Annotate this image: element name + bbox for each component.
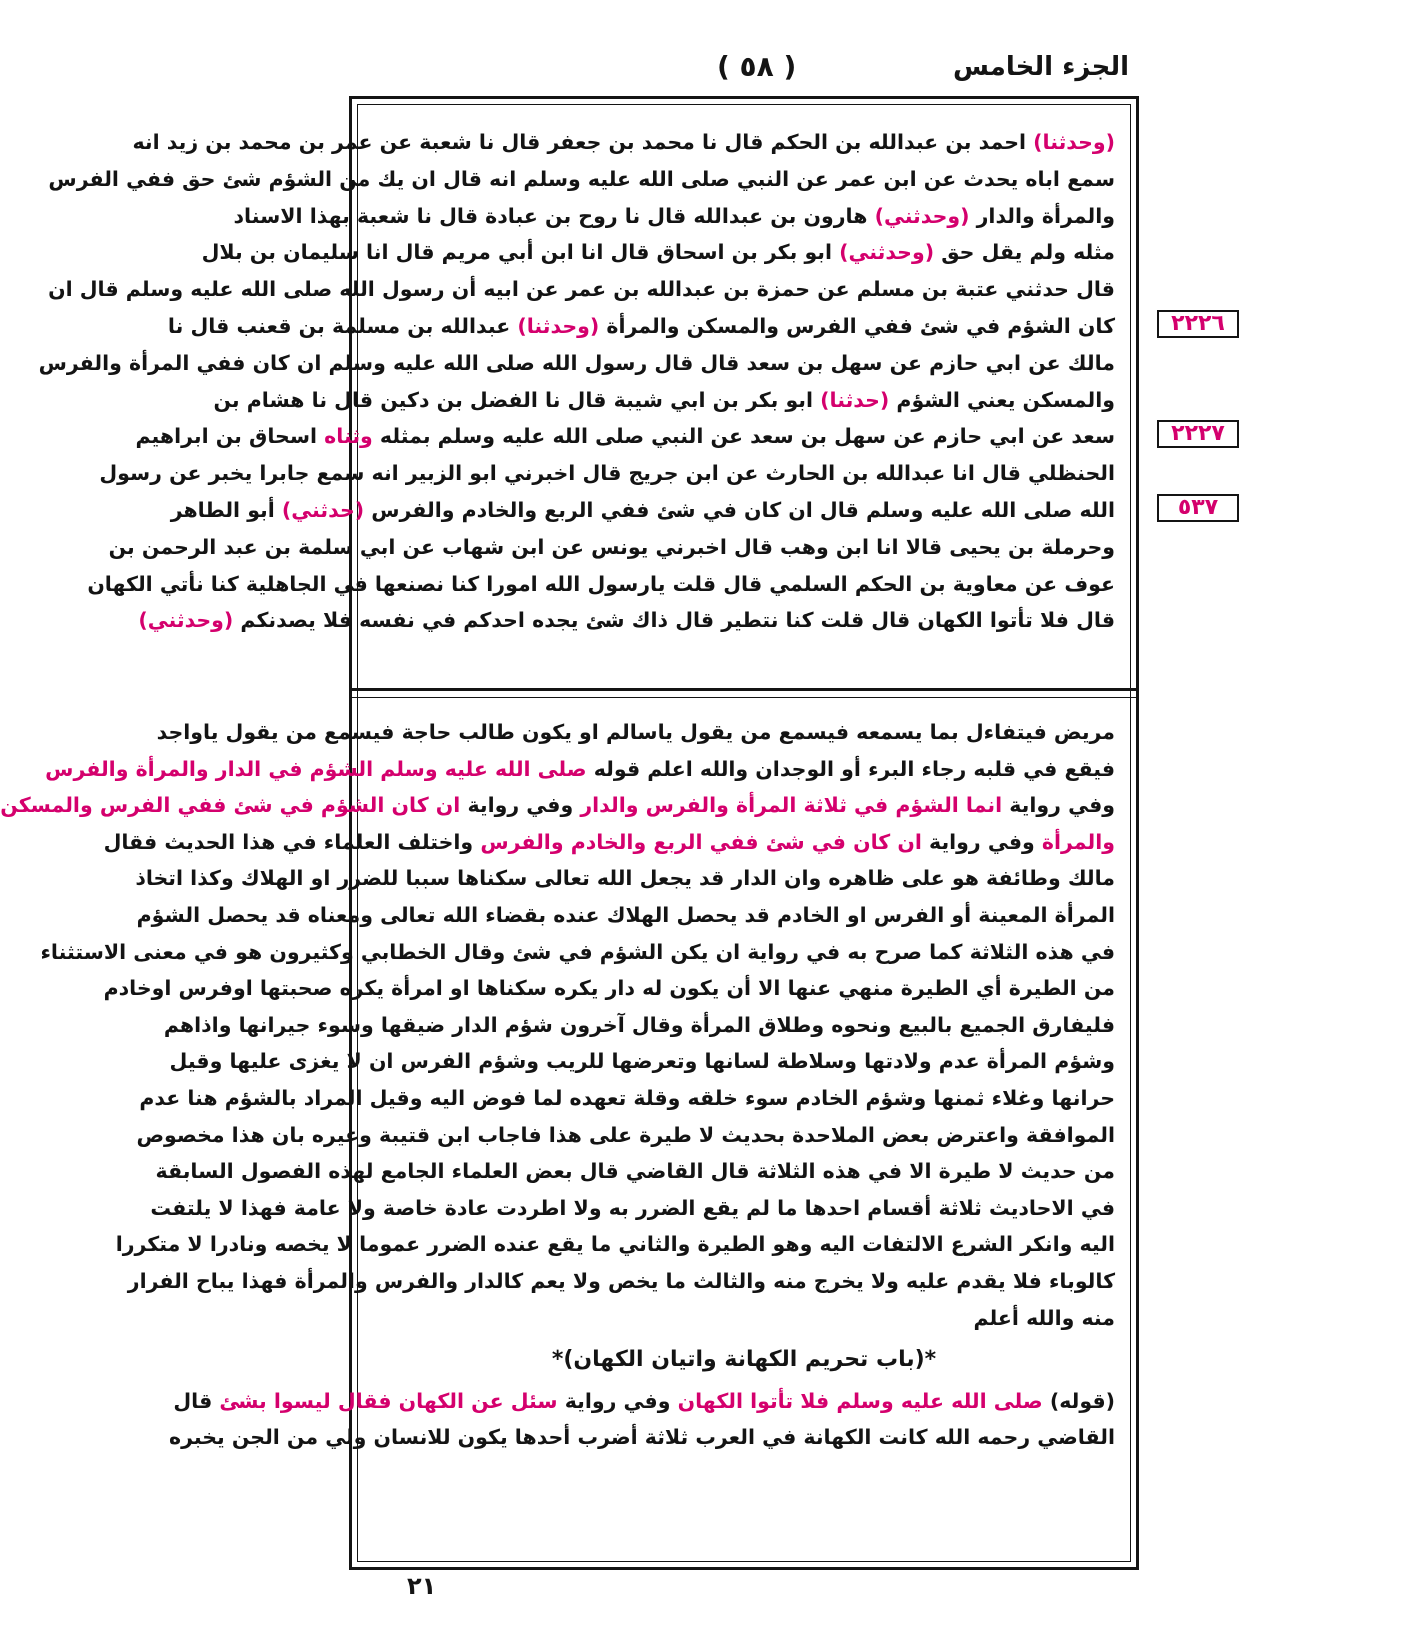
text-run: كالوباء فلا يقدم عليه ولا يخرج منه والثالث ما يخص ولا يعم كالدار والفرس والمرأة فهذا يباح الفرار xyxy=(127,1268,1115,1293)
text-run: وحرملة بن يحيى قالا انا ابن وهب قال اخبرني يونس عن ابن شهاب عن ابي سلمة بن عبد الرحمن بن xyxy=(108,534,1115,559)
text-run: من الطيرة أي الطيرة منهي عنها الا أن يكون له دار يكره سكناها او امرأة يكره صحبتها اوفرس اوخادم xyxy=(103,976,1115,1001)
text-run: قال حدثني عتبة بن مسلم عن حمزة بن عبدالله بن عمر عن ابيه أن رسول الله صلى الله عليه وسلم قال ان xyxy=(48,277,1115,302)
highlighted-phrase: سئل عن الكهان فقال ليسوا بشئ xyxy=(219,1388,558,1413)
highlighted-phrase: (وحدثنا) xyxy=(1026,130,1115,154)
highlighted-phrase: وثناه xyxy=(324,424,373,449)
text-run: قال xyxy=(173,1388,220,1413)
text-line xyxy=(135,418,1115,455)
text-line xyxy=(213,382,1115,419)
text-run: احمد بن عبدالله بن الحكم قال نا محمد بن جعفر قال نا شعبة عن عمر بن محمد بن زيد انه xyxy=(132,130,1026,154)
text-line xyxy=(155,1153,1115,1190)
text-line xyxy=(127,1263,1115,1300)
text-line xyxy=(0,787,1115,824)
text-line xyxy=(99,455,1115,492)
highlighted-phrase: ان كان في شئ ففي الربع والخادم والفرس xyxy=(480,829,922,854)
text-run: في الاحاديث ثلاثة أقسام احدها ما لم يقع الضرر به ولا اطردت عادة خاصة ولا عامة فهذا لا يلتفت xyxy=(150,1195,1115,1220)
text-run: مريض فيتفاءل بما يسمعه فيسمع من يقول ياسالم او يكون طالب حاجة فيسمع من يقول ياواجد xyxy=(156,720,1115,744)
text-run: من حديث لا طيرة الا في هذه الثلاثة قال القاضي قال بعض العلماء الجامع لهذه الفصول السابقة xyxy=(155,1159,1115,1184)
text-line xyxy=(167,308,1115,345)
text-line xyxy=(45,751,1115,788)
chapter-title: *(باب تحريم الكهانة واتيان الكهان)* xyxy=(551,1347,937,1373)
text-run: سمع اباه يحدث عن ابن عمر عن النبي صلى الله عليه وسلم انه قال ان يك من الشؤم شئ حق ففي الفرس xyxy=(48,166,1115,191)
text-run: مثله ولم يقل حق xyxy=(934,240,1115,265)
page-header-volume: الجزء الخامس xyxy=(953,52,1129,82)
text-line xyxy=(136,897,1115,934)
text-run: وفي رواية xyxy=(460,793,581,818)
highlighted-phrase: (وحدثني) xyxy=(138,608,234,633)
text-run: مالك وطائفة هو على ظاهره وان الدار قد يجعل الله تعالى سكناها سببا للضرر او الهلاك وكذا اتخاذ xyxy=(135,866,1115,891)
highlighted-phrase: ان كان الشؤم في شئ ففي الفرس والمسكن xyxy=(0,793,461,818)
text-run: وشؤم المرأة عدم ولادتها وسلاطة لسانها وتعرضها للريب وشؤم الفرس ان لا يغزى عليها وقيل xyxy=(169,1049,1115,1074)
text-run: والمسكن يعني الشؤم xyxy=(889,387,1115,412)
text-run: اسحاق بن ابراهيم xyxy=(135,424,325,449)
text-line xyxy=(87,566,1115,603)
text-line xyxy=(103,824,1115,861)
text-run: حرانها وغلاء ثمنها وشؤم الخادم سوء خلقه وقلة تعهده لما فوض اليه وقيل المراد بالشؤم هنا عدم xyxy=(139,1085,1115,1110)
text-line xyxy=(150,1190,1115,1227)
text-run: كان الشؤم في شئ ففي الفرس والمسكن والمرأة xyxy=(599,313,1115,338)
text-run: هارون بن عبدالله قال نا روح بن عبادة قال نا شعبة بهذا الاسناد xyxy=(233,203,875,228)
margin-hadith-number: ٢٢٢٧ xyxy=(1157,420,1239,448)
highlighted-phrase: صلى الله عليه وسلم الشؤم في الدار والمرأة والفرس xyxy=(45,756,587,781)
text-line xyxy=(169,1419,1115,1456)
text-line xyxy=(139,1080,1115,1117)
text-line xyxy=(233,198,1115,235)
highlighted-phrase: (وحدثني) xyxy=(874,203,970,228)
signature-mark: ٢١ xyxy=(407,1572,437,1600)
text-run: أبو الطاهر xyxy=(170,497,282,522)
text-line xyxy=(170,492,1115,529)
text-line xyxy=(38,345,1115,382)
highlighted-phrase: صلى الله عليه وسلم فلا تأتوا الكهان xyxy=(677,1388,1043,1413)
text-run: واختلف العلماء في هذا الحديث فقال xyxy=(103,829,481,854)
text-run: والمرأة والدار xyxy=(969,203,1115,228)
text-run: مالك عن ابي حازم عن سهل بن سعد قال قال رسول الله صلى الله عليه وسلم ان كان ففي المرأة والفرس xyxy=(38,350,1115,375)
margin-hadith-number: ٥٣٧ xyxy=(1157,494,1239,522)
highlighted-phrase: (حدثني) xyxy=(281,497,365,522)
text-run: فيقع في قلبه رجاء البرء أو الوجدان والله اعلم قوله xyxy=(586,756,1115,781)
text-line xyxy=(163,1007,1115,1044)
text-run: القاضي رحمه الله كانت الكهانة في العرب ثلاثة أضرب أحدها يكون للانسان ولي من الجن يخبره xyxy=(169,1425,1115,1450)
text-line xyxy=(173,1383,1115,1420)
page-number: ( ٥٨ ) xyxy=(717,50,797,83)
hadith-text xyxy=(38,124,1115,680)
text-line xyxy=(132,124,1115,161)
text-run: وفي رواية xyxy=(557,1388,678,1413)
highlighted-phrase: (وحدثني) xyxy=(839,240,935,265)
text-line xyxy=(48,161,1115,198)
margin-hadith-number: ٢٢٢٦ xyxy=(1157,310,1239,338)
text-line xyxy=(138,602,1115,639)
text-run: اليه وانكر الشرع الالتفات اليه وهو الطيرة والثاني ما يقع عنده الضرر عموما لا يخصه ونادرا لا متكررا xyxy=(115,1232,1115,1257)
text-line xyxy=(136,1117,1115,1154)
text-line xyxy=(156,714,1115,751)
highlighted-phrase: انما الشؤم في ثلاثة المرأة والفرس والدار xyxy=(580,793,1003,818)
text-line xyxy=(103,970,1115,1007)
text-run: (قوله) xyxy=(1042,1388,1115,1413)
highlighted-phrase: والمرأة xyxy=(1041,829,1115,854)
highlighted-phrase: (حدثنا) xyxy=(820,387,890,412)
text-run: وفي رواية xyxy=(921,829,1042,854)
text-run: ابو بكر بن اسحاق قال انا ابن أبي مريم قال انا سليمان بن بلال xyxy=(201,240,840,265)
text-run: عبدالله بن مسلمة بن قعنب قال نا xyxy=(167,313,518,338)
text-run: الله صلى الله عليه وسلم قال ان كان في شئ ففي الربع والخادم والفرس xyxy=(364,497,1115,522)
text-run: وفي رواية xyxy=(1002,793,1115,818)
text-run: قال فلا تأتوا الكهان قال قلت كنا نتطير قال ذاك شئ يجده احدكم في نفسه فلا يصدنكم xyxy=(233,608,1115,633)
text-run: المرأة المعينة أو الفرس او الخادم قد يحصل الهلاك عنده بقضاء الله تعالى ومعناه قد يحصل الشؤم xyxy=(136,902,1115,927)
text-run: الموافقة واعترض بعض الملاحدة بحديث لا طيرة على هذا فاجاب ابن قتيبة وغيره بان هذا مخصوص xyxy=(136,1122,1115,1147)
text-line xyxy=(373,1300,1115,1337)
text-run: ابو بكر بن ابي شيبة قال نا الفضل بن دكين قال نا هشام بن xyxy=(213,387,821,412)
text-line xyxy=(115,1226,1115,1263)
text-line xyxy=(169,1043,1115,1080)
highlighted-phrase: (وحدثنا) xyxy=(517,313,600,338)
text-run: عوف عن معاوية بن الحكم السلمي قال قلت يارسول الله امورا كنا نصنعها في الجاهلية كنا نأتي الكهان xyxy=(87,571,1115,596)
section-divider xyxy=(349,688,1139,698)
text-line xyxy=(48,271,1115,308)
text-line xyxy=(108,529,1115,566)
text-run: فليفارق الجميع بالبيع ونحوه وطلاق المرأة وقال آخرون شؤم الدار ضيقها وسوء جيرانها واذاهم xyxy=(163,1012,1115,1037)
text-run: الحنظلي قال انا عبدالله بن الحارث عن ابن جريج قال اخبرني ابو الزبير انه سمع جابرا يخبر عن رسول xyxy=(99,461,1115,486)
text-line xyxy=(201,234,1115,271)
text-line xyxy=(40,934,1115,971)
text-run: في هذه الثلاثة كما صرح به في رواية ان يكن الشؤم في شئ وقال الخطابي وكثيرون هو في معنى الاستثناء xyxy=(40,939,1115,964)
text-run: سعد عن ابي حازم عن سهل بن سعد عن النبي صلى الله عليه وسلم بمثله xyxy=(372,424,1115,449)
text-run: منه والله أعلم xyxy=(973,1305,1115,1330)
text-line xyxy=(135,860,1115,897)
commentary-text xyxy=(0,714,1115,1544)
